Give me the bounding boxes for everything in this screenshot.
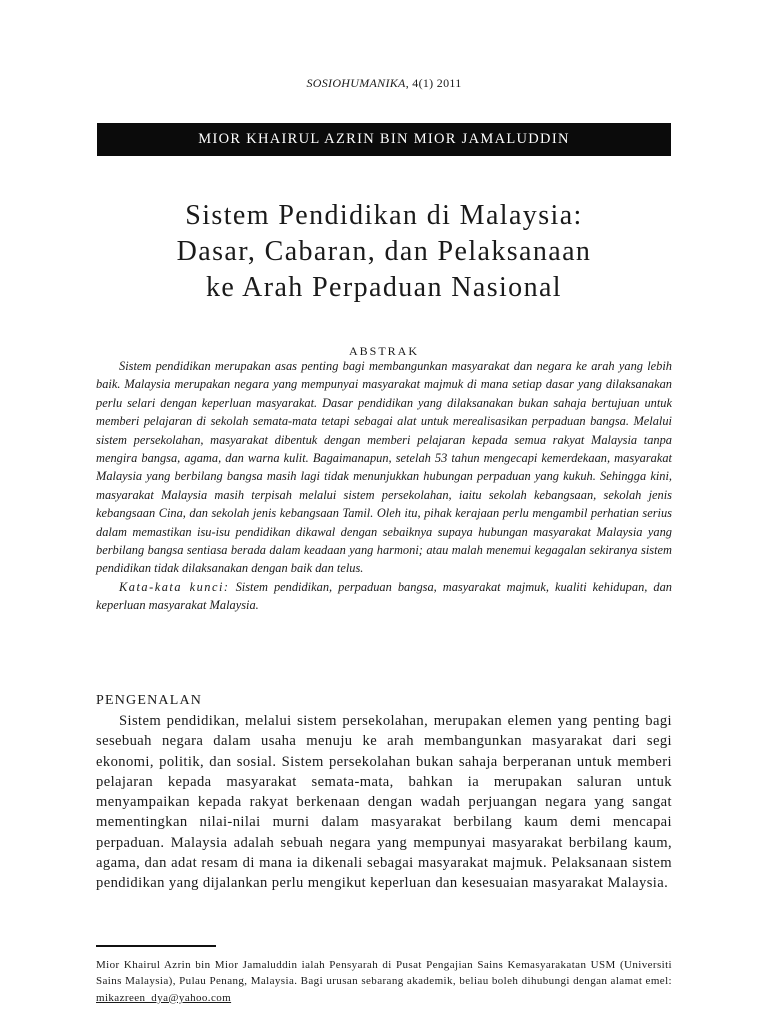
author-bar	[97, 123, 671, 156]
section-heading-pengenalan: PENGENALAN	[96, 693, 203, 708]
title-line-3: ke Arah Perpaduan Nasional	[206, 272, 562, 303]
author-footnote	[96, 957, 672, 1006]
keywords	[96, 578, 672, 615]
article-title	[60, 198, 708, 306]
keywords-label: Kata-kata kunci:	[119, 579, 230, 594]
author-email-link[interactable]: mikazreen_dya@yahoo.com	[96, 991, 232, 1004]
keywords-list: Sistem pendidikan, perpaduan bangsa, masyarakat majmuk, kualiti kehidupan, dan keperluan masyarakat Malaysia.	[96, 579, 672, 613]
footnote-text: Mior Khairul Azrin bin Mior Jamaluddin ialah Pensyarah di Pusat Pengajian Sains Kemasyarakatan USM (Universiti Sains Malaysia), Pulau Penang, Malaysia. Bagi urusan sebarang akademik, beliau boleh dihubungi dengan alamat emel:	[96, 959, 672, 988]
footnote-divider	[96, 945, 216, 947]
title-line-1: Sistem Pendidikan di Malaysia:	[185, 200, 583, 231]
abstract-heading: ABSTRAK	[348, 344, 419, 358]
abstract-body: Sistem pendidikan merupakan asas penting bagi membangunkan masyarakat dan negara ke arah yang lebih baik. Malaysia merupakan negara yang mempunyai masyarakat majmuk di mana setiap dasar yang dilaksanakan perlu selari dengan keperluan masyarakat. Dasar pendidikan yang dilaksanakan bukan sahaja bertujuan untuk memberi pelajaran di sekolah semata-mata tetapi sebagai alat untuk merealisasikan perpaduan bangsa. Melalui sistem persekolahan, masyarakat dibentuk dengan memberi pelajaran kepada semua rakyat Malaysia tanpa mengira bangsa, agama, dan warna kulit. Bagaimanapun, setelah 53 tahun mengecapi kemerdekaan, masyarakat Malaysia yang berbilang bangsa masih lagi tidak menunjukkan hubungan perpaduan yang kukuh. Sehingga kini, masyarakat Malaysia masih terpisah melalui sistem persekolahan, iaitu sekolah kebangsaan, sekolah jenis kebangsaan Cina, dan sekolah jenis kebangsaan Tamil. Oleh itu, pihak kerajaan perlu mengambil perhatian serius dalam memastikan isu-isu pendidikan dikawal dengan sebaiknya supaya hubungan masyarakat Malaysia yang berbilang bangsa sentiasa berada dalam keadaan yang harmoni; atau malah menemui kegagalan sekiranya sistem pendidikan tidak dilaksanakan dengan baik dan telus.	[96, 359, 672, 576]
journal-name: SOSIOHUMANIKA	[306, 76, 406, 90]
title-line-2: Dasar, Cabaran, dan Pelaksanaan	[176, 236, 592, 267]
abstract	[96, 357, 672, 615]
journal-issue: , 4(1) 2011	[405, 76, 462, 90]
journal-header	[0, 76, 768, 91]
author-name: MIOR KHAIRUL AZRIN BIN MIOR JAMALUDDIN	[198, 131, 570, 147]
introduction-paragraph: Sistem pendidikan, melalui sistem persekolahan, merupakan elemen yang penting bagi sesebuah negara dalam usaha menuju ke arah membangunkan masyarakat dari segi ekonomi, politik, dan sosial. Sistem persekolahan bukan sahaja berperanan untuk memberi pelajaran kepada masyarakat semata-mata, bahkan ia merupakan saluran untuk menyampaikan kepada rakyat berkenaan dengan wadah perjuangan negara yang sangat mementingkan nilai-nilai murni dalam masyarakat berbilang kaum demi mencapai perpaduan. Malaysia adalah sebuah negara yang mempunyai masyarakat berbilang kaum, agama, dan adat resam di mana ia dikenali sebagai masyarakat majmuk. Pelaksanaan sistem pendidikan yang dijalankan perlu mengikut keperluan dan kesesuaian masyarakat Malaysia.	[96, 713, 672, 892]
